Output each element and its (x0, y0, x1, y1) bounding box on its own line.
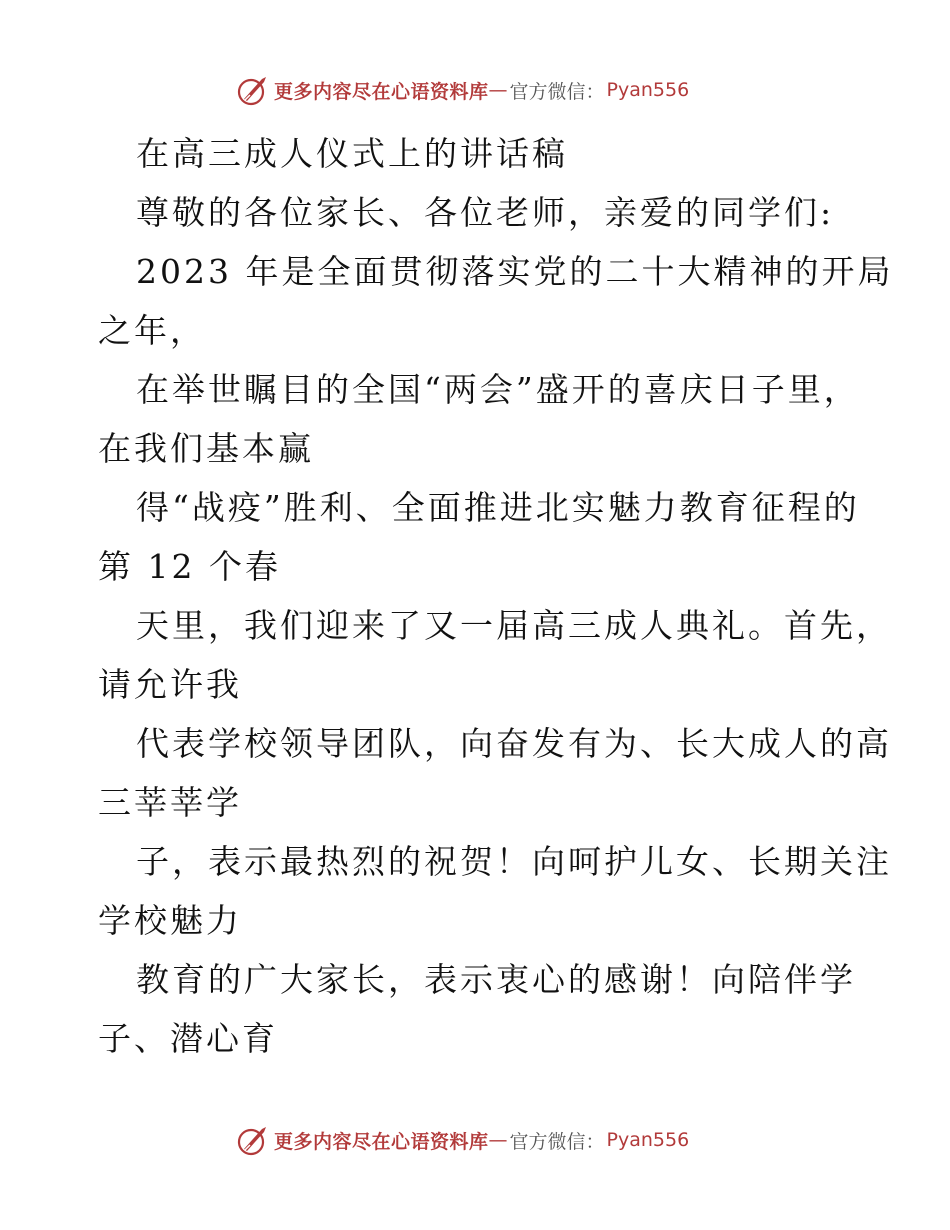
quill-pen-logo-icon (236, 1123, 270, 1157)
header-wechat-id: Pyan556 (606, 79, 690, 101)
footer-wechat-label: 官方微信： (509, 1130, 605, 1153)
text-line: 子、潜心育 (98, 1019, 278, 1058)
header-dash: — (488, 79, 508, 101)
quill-pen-logo-icon (236, 73, 270, 107)
header-site-name: 更多内容尽在心语资料库 (274, 80, 489, 103)
speech-body (98, 124, 894, 1068)
text-line: 学校魅力 (98, 901, 242, 940)
text-line: 得“战疫”胜利、全面推进北实魅力教育征程的 (136, 488, 860, 527)
text-line: 天里，我们迎来了又一届高三成人典礼。首先， (136, 606, 892, 645)
header-banner[interactable] (236, 72, 689, 108)
text-line: 代表学校领导团队，向奋发有为、长大成人的高 (136, 724, 892, 763)
text-line: 子，表示最热烈的祝贺！向呵护儿女、长期关注 (136, 842, 892, 881)
text-line: 在举世瞩目的全国“两会”盛开的喜庆日子里， (136, 370, 860, 409)
text-line: 在我们基本赢 (98, 429, 314, 468)
footer-wechat-id: Pyan556 (606, 1129, 690, 1151)
text-line: 三莘莘学 (98, 783, 242, 822)
footer-dash: — (488, 1129, 508, 1151)
document-title: 在高三成人仪式上的讲话稿 (136, 134, 568, 173)
text-line: 之年， (98, 311, 206, 350)
text-line: 教育的广大家长，表示衷心的感谢！向陪伴学 (136, 960, 856, 999)
text-line: 2023 年是全面贯彻落实党的二十大精神的开局 (136, 252, 894, 291)
footer-banner[interactable] (236, 1122, 689, 1158)
text-line: 第 12 个春 (98, 547, 281, 586)
text-line: 尊敬的各位家长、各位老师，亲爱的同学们: (136, 193, 835, 232)
footer-site-name: 更多内容尽在心语资料库 (274, 1130, 489, 1153)
header-wechat-label: 官方微信： (509, 80, 605, 103)
text-line: 请允许我 (98, 665, 242, 704)
